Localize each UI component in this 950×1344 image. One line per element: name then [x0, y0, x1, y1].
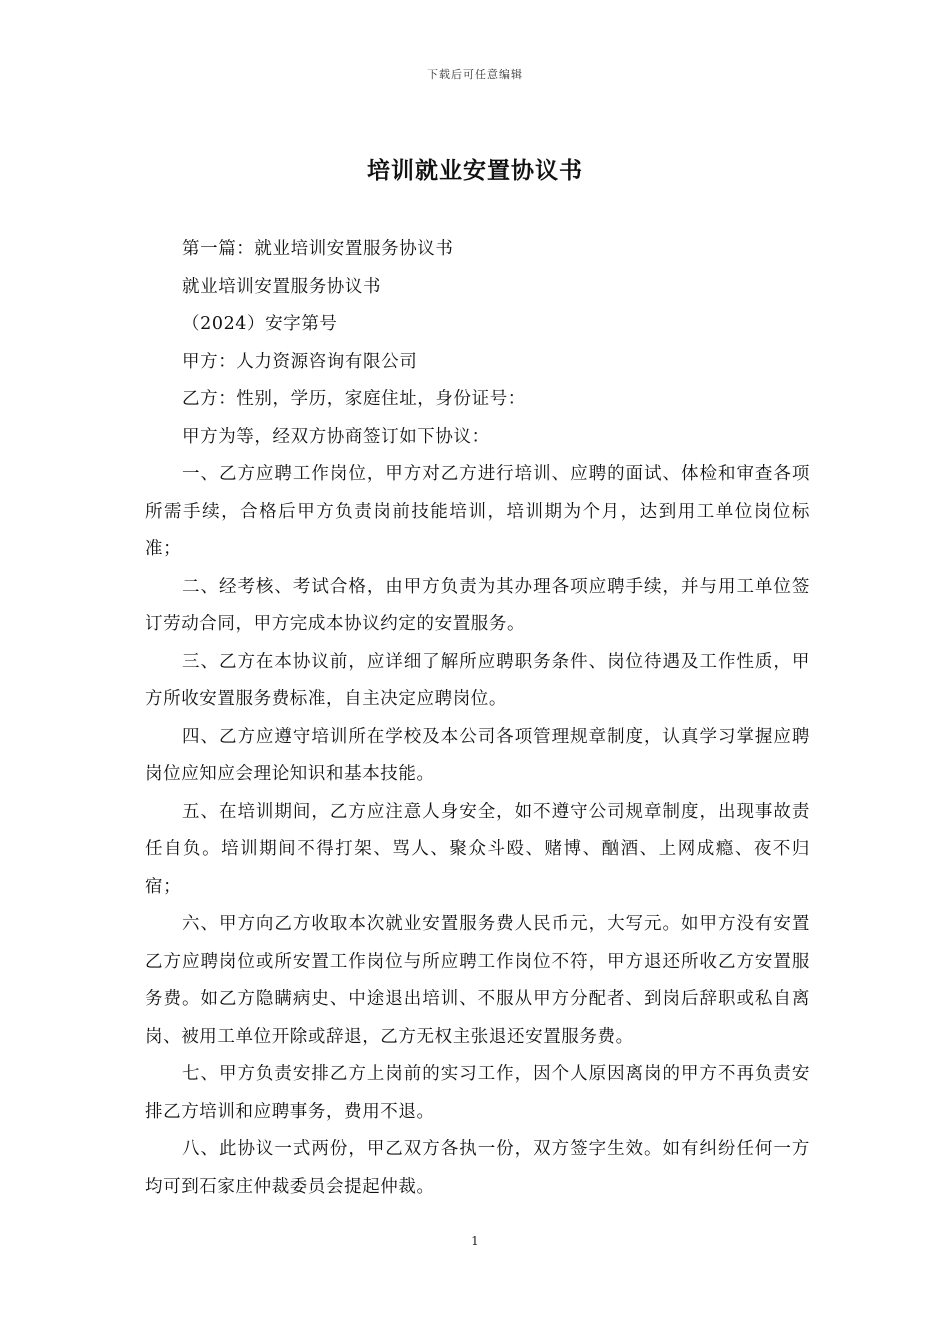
header-note: 下载后可任意编辑 — [427, 68, 523, 81]
agreement-name: 就业培训安置服务协议书 — [182, 276, 382, 297]
clause-8: 八、此协议一式两份，甲乙双方各执一份，双方签字生效。如有纠纷任何一方均可到石家庄仲裁委员会提起仲裁。 — [145, 1139, 810, 1197]
document-title: 培训就业安置协议书 — [367, 157, 583, 184]
clause-3: 三、乙方在本协议前，应详细了解所应聘职务条件、岗位待遇及工作性质，甲方所收安置服务费标准，自主决定应聘岗位。 — [145, 651, 810, 709]
document-number: （2024）安字第号 — [182, 314, 338, 334]
preamble: 甲方为等，经双方协商签订如下协议： — [182, 426, 490, 447]
party-b: 乙方：性别，学历，家庭住址，身份证号： — [182, 389, 526, 409]
clause-7: 七、甲方负责安排乙方上岗前的实习工作，因个人原因离岗的甲方不再负责安排乙方培训和应聘事务，费用不退。 — [145, 1064, 810, 1122]
party-a: 甲方：人力资源咨询有限公司 — [182, 351, 418, 372]
clause-6: 六、甲方向乙方收取本次就业安置服务费人民币元，大写元。如甲方没有安置乙方应聘岗位或所安置工作岗位与所应聘工作岗位不符，甲方退还所收乙方安置服务费。如乙方隐瞒病史、中途退出培训、不服从甲方分配者、到岗后辞职或私自离岗、被用工单位开除或辞退，乙方无权主张退还安置服务费。 — [145, 914, 810, 1047]
page-number: 1 — [471, 1234, 479, 1248]
clause-4: 四、乙方应遵守培训所在学校及本公司各项管理规章制度，认真学习掌握应聘岗位应知应会理论知识和基本技能。 — [145, 726, 810, 784]
clause-1: 一、乙方应聘工作岗位，甲方对乙方进行培训、应聘的面试、体检和审查各项所需手续，合格后甲方负责岗前技能培训，培训期为个月，达到用工单位岗位标准； — [145, 464, 810, 559]
section-heading: 第一篇：就业培训安置服务协议书 — [182, 239, 454, 259]
clause-2: 二、经考核、考试合格，由甲方负责为其办理各项应聘手续，并与用工单位签订劳动合同，甲方完成本协议约定的安置服务。 — [145, 576, 810, 634]
clause-5: 五、在培训期间，乙方应注意人身安全，如不遵守公司规章制度，出现事故责任自负。培训期间不得打架、骂人、聚众斗殴、赌博、酗酒、上网成瘾、夜不归宿； — [145, 801, 810, 897]
document-body — [145, 231, 810, 1206]
